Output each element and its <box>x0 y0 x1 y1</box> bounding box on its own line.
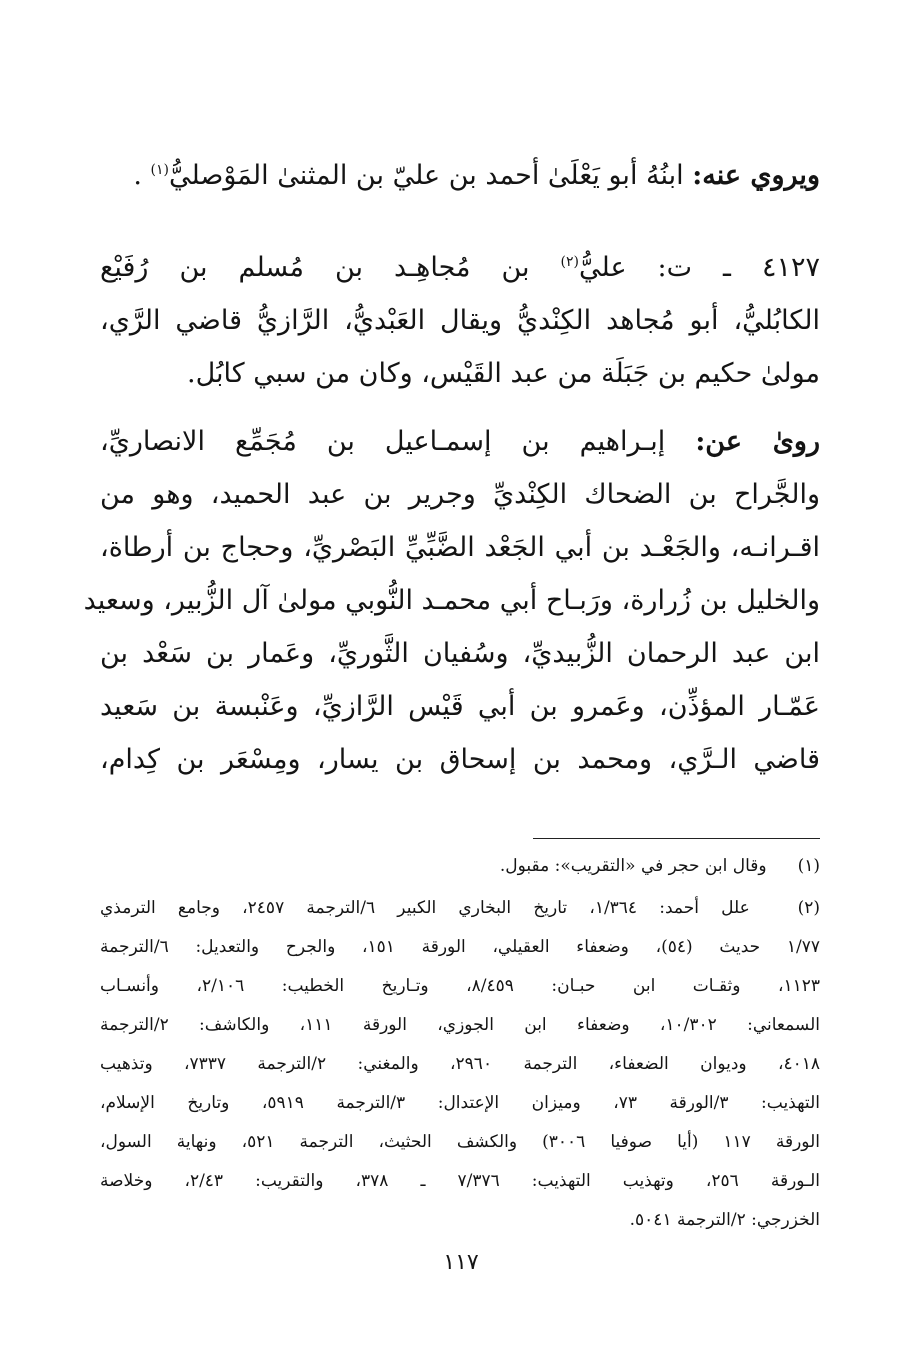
footnote-2-line-6: التهذيب: ٣/الورقة ٧٣، وميزان الإعتدال: ٣/الترجمة ٥٩١٩، وتاريخ الإسلام، <box>100 1093 820 1113</box>
narrated-line-5: ابن عبد الرحمان الزُّبيديِّ، وسُفيان الثَّوريِّ، وعَمار بن سَعْد بن <box>100 638 820 669</box>
footnote-1-text: وقال ابن حجر في «التقريب»: مقبول. <box>499 856 767 876</box>
narrated-line-3: اقـرانـه، والجَعْـد بن أبي الجَعْد الضَّبِّيِّ البَصْريِّ، وحجاج بن أرطاة، <box>100 532 820 563</box>
footnote-2-line-3: ١١٢٣، وثقـات ابن حبـان: ٨/٤٥٩، وتـاريخ الخطيب: ٢/١٠٦، وأنسـاب <box>100 976 821 996</box>
narrated-lead: روىٰ عن: <box>695 426 820 457</box>
narrated-line-7: قاضي الـرَّي، ومحمد بن إسحاق بن يسار، ومِسْعَر بن كِدام، <box>100 744 820 775</box>
narrators-lead: ويروي عنه: <box>692 160 820 191</box>
narrated-line-2: والجَّراح بن الضحاك الكِنْديِّ وجرير بن عبد الحميد، وهو من <box>100 479 820 510</box>
footnote-ref-2: (٢) <box>560 254 579 270</box>
entry-line-1 <box>100 252 820 283</box>
entry-number: ٤١٢٧ <box>761 252 820 283</box>
footnote-2-line-2: ١/٧٧ حديث (٥٤)، وضعفاء العقيلي، الورقة ١٥١، والجرح والتعديل: ٦/الترجمة <box>100 937 821 957</box>
narrated-line-4: والخليل بن زُرارة، ورَبـاح أبي محمـد النُّوبي مولىٰ آل الزُّبير، وسعيد <box>83 585 820 616</box>
footnote-2-line-5: ٤٠١٨، وديوان الضعفاء، الترجمة ٢٩٦٠، والمغني: ٢/الترجمة ٧٣٣٧، وتذهيب <box>100 1054 821 1074</box>
footnote-2-text-1: علل أحمد: ١/٣٦٤، تاريخ البخاري الكبير ٦/الترجمة ٢٤٥٧، وجامع الترمذي <box>100 898 750 918</box>
narrators-text: ابنُهُ أبو يَعْلَىٰ أحمد بن عليّ بن المثنىٰ المَوْصليُّ <box>168 160 684 191</box>
footnote-separator <box>533 838 820 839</box>
footnote-1 <box>100 856 820 876</box>
footnote-2-line-9: الخزرجي: ٢/الترجمة ٥٠٤١. <box>629 1210 820 1230</box>
footnote-1-mark: (١) <box>797 856 820 876</box>
footnote-2-line-8: الـورقة ٢٥٦، وتهذيب التهذيب: ٧/٣٧٦ ـ ٣٧٨، والتقريب: ٢/٤٣، وخلاصة <box>100 1171 820 1191</box>
narrated-first-text: إبـراهيم بن إسمـاعيل بن مُجَمِّع الانصاريِّ، <box>100 426 666 457</box>
page-number: ١١٧ <box>443 1250 479 1275</box>
narrated-line-1 <box>100 426 820 457</box>
footnote-ref-1: (١) <box>150 162 169 178</box>
entry-tag: ـ ت: عليُّ <box>579 252 731 283</box>
entry-line-3: مولىٰ حكيم بن جَبَلَة من عبد القَيْس، وكان من سبي كابُل. <box>187 358 820 389</box>
entry-line-1-text: بن مُجاهِـد بن مُسلم بن رُفَيْع <box>100 252 530 283</box>
footnote-2-line-1 <box>100 898 820 918</box>
entry-line-2: الكابُليُّ، أبو مُجاهد الكِنْديُّ ويقال العَبْديُّ، الرَّازيُّ قاضي الرَّي، <box>100 305 820 336</box>
narrators-end: . <box>133 160 142 191</box>
footnote-2-line-7: الورقة ١١٧ (أيا صوفيا ٣٠٠٦) والكشف الحثيث، الترجمة ٥٢١، ونهاية السول، <box>100 1132 820 1152</box>
narrated-line-6: عَمّـار المؤذِّن، وعَمرو بن أبي قَيْس الرَّازيِّ، وعَنْبسة بن سَعيد <box>100 691 820 722</box>
footnote-2-line-4: السمعاني: ١٠/٣٠٢، وضعفاء ابن الجوزي، الورقة ١١١، والكاشف: ٢/الترجمة <box>100 1015 821 1035</box>
narrators-line <box>100 160 820 191</box>
footnote-2-mark: (٢) <box>797 898 820 918</box>
